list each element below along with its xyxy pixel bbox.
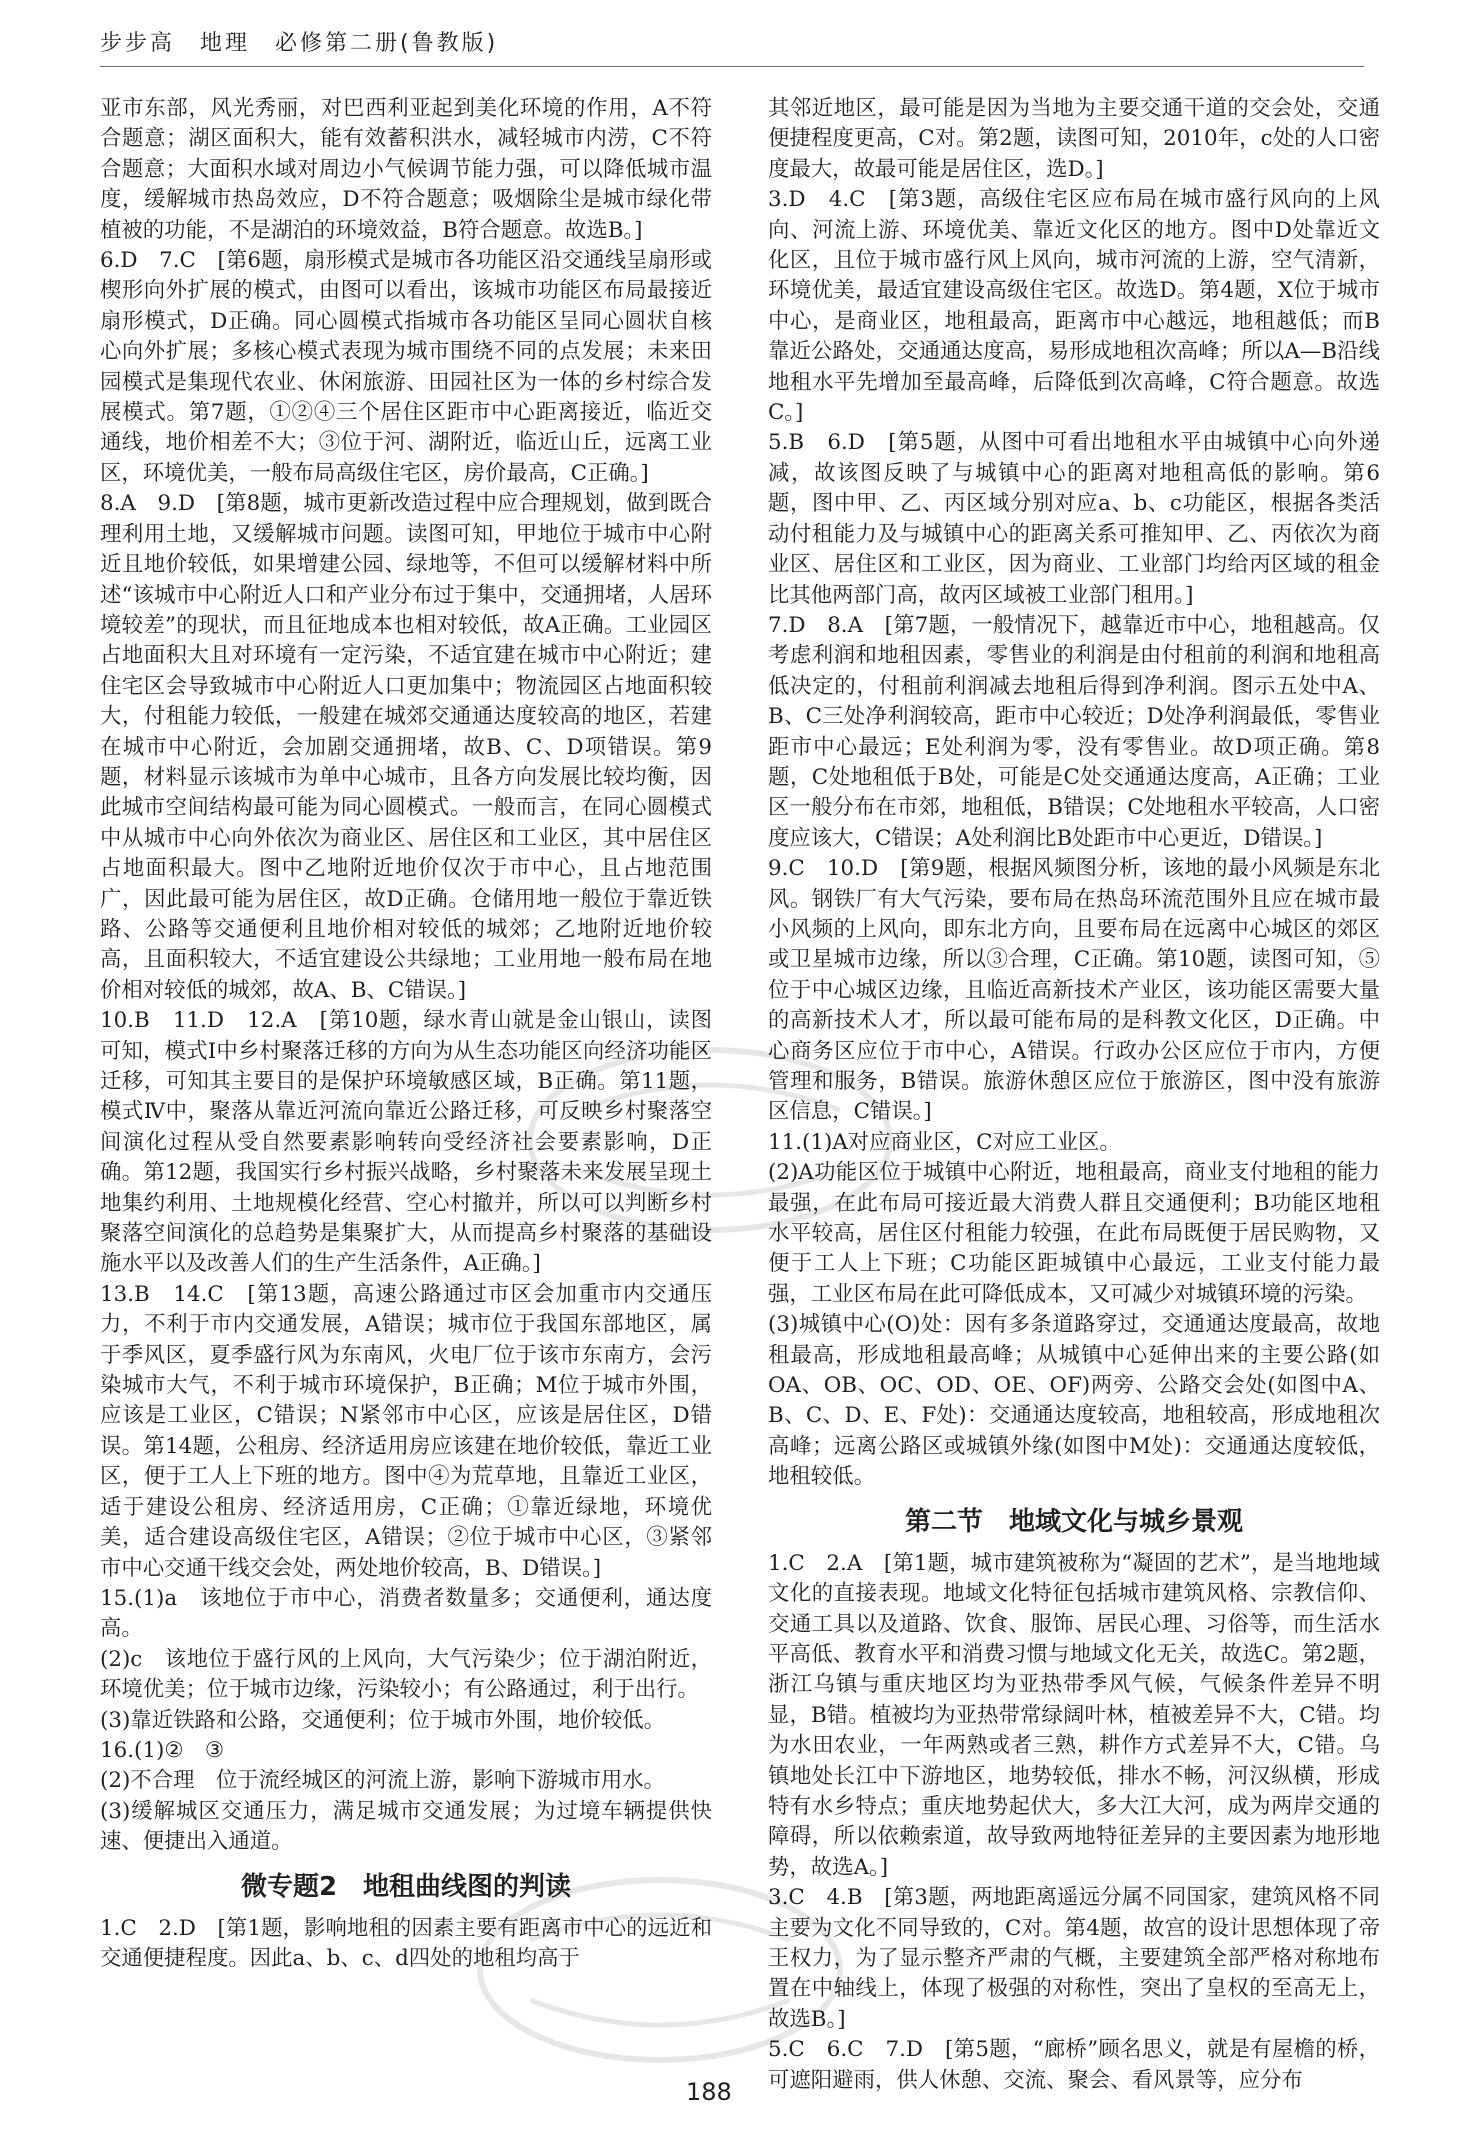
answer-entry: 6.D 7.C [第6题，扇形模式是城市各功能区沿交通线呈扇形或楔形向外扩展的模式，由图可以看出，该城市功能区布局最接近扇形模式，D正确。同心圆模式指城市各功能区呈同心圆状自核心向外扩展；多核心模式表现为城市围绕不同的点发展；未来田园模式是集现代农业、休闲旅游、田园社区为一体的乡村综合发展模式。第7题，①②④三个居住区距市中心距离接近，临近交通线，地价相差不大；③位于河、湖附近，临近山丘，远离工业区，环境优美，一般布局高级住宅区，房价最高，C正确。] (100, 248, 712, 486)
section-title: 微专题2 地租曲线图的判读 (240, 1871, 572, 1902)
section-title: 第二节 地域文化与城乡景观 (904, 1506, 1243, 1537)
answer-entry: 5.B 6.D [第5题，从图中可看出地租水平由城镇中心向外递减，故该图反映了与城镇中心的距离对地租高低的影响。第6题，图中甲、乙、丙区域分别对应a、b、c功能区，根据各类活动付租能力及与城镇中心的距离关系可推知甲、乙、丙依次为商业区、居住区和工业区，因为商业、工业部门均给丙区域的租金比其他两部门高，故丙区域被工业部门租用。] (768, 430, 1380, 608)
answer-entry: 15.(1)a 该地位于市中心，消费者数量多；交通便利，通达度高。 (100, 1585, 712, 1642)
right-column (768, 94, 1380, 2096)
answer-entry: (3)缓解城区交通压力，满足城市交通发展；为过境车辆提供快速、便捷出入通道。 (100, 1798, 712, 1855)
header-rule (100, 66, 1364, 67)
answer-entry: 11.(1)A对应商业区，C对应工业区。 (768, 1129, 1121, 1155)
answer-entry: (2)A功能区位于城镇中心附近，地租最高，商业支付地租的能力最强，在此布局可接近最大消费人群且交通便利；B功能区地租水平较高，居住区付租能力较强，在此布局既便于居民购物，又便于工人上下班；C功能区距城镇中心最远，工业支付能力最强，工业区布局在此可降低成本，又可减少对城镇环境的污染。 (768, 1160, 1380, 1307)
answer-entry: 8.A 9.D [第8题，城市更新改造过程中应合理规划，做到既合理利用土地，又缓解城市问题。读图可知，甲地位于城市中心附近且地价较低，如果增建公园、绿地等，不但可以缓解材料中所述“该城市中心附近人口和产业分布过于集中，交通拥堵，人居环境较差”的现状，而且征地成本也相对较低，故A正确。工业园区占地面积大且对环境有一定污染，不适宜建在城市中心附近；建住宅区会导致城市中心附近人口更加集中；物流园区占地面积较大，付租能力较低，一般建在城郊交通通达度较高的地区，若建在城市中心附近，会加剧交通拥堵，故B、C、D项错误。第9题，材料显示该城市为单中心城市，且各方向发展比较均衡，因此城市空间结构最可能为同心圆模式。一般而言，在同心圆模式中从城市中心向外依次为商业区、居住区和工业区，其中居住区占地面积最大。图中乙地附近地价仅次于市中心，且占地范围广，因此最可能为居住区，故D正确。仓储用地一般位于靠近铁路、公路等交通便利且地价相对较低的城郊；乙地附近地价较高，且面积较大，不适宜建设公共绿地；工业用地一般布局在地价相对较低的城郊，故A、B、C错误。] (100, 491, 712, 1003)
answer-entry: 9.C 10.D [第9题，根据风频图分析，该地的最小风频是东北风。钢铁厂有大气污染，要布局在热岛环流范围外且应在城市最小风频的上风向，即东北方向，且要布局在远离中心城区的郊区或卫星城市边缘，所以③合理，C正确。第10题，读图可知，⑤位于中心城区边缘，且临近高新技术产业区，该功能区需要大量的高新技术人才，所以最可能布局的是科教文化区，D正确。中心商务区应位于市中心，A错误。行政办公区应位于市内，方便管理和服务，B错误。旅游休憩区应位于旅游区，图中没有旅游区信息，C错误。] (768, 856, 1380, 1125)
answer-entry: 16.(1)② ③ (100, 1737, 225, 1763)
answer-entry: 10.B 11.D 12.A [第10题，绿水青山就是金山银山，读图可知，模式Ⅰ中乡村聚落迁移的方向为从生态功能区向经济功能区迁移，可知其主要目的是保护环境敏感区域，B正确。第11题，模式Ⅳ中，聚落从靠近河流向靠近公路迁移，可反映乡村聚落空间演化过程从受自然要素影响转向受经济社会要素影响，D正确。第12题，我国实行乡村振兴战略，乡村聚落未来发展呈现土地集约利用、土地规模化经营、空心村撤并，所以可以判断乡村聚落空间演化的总趋势是集聚扩大，从而提高乡村聚落的基础设施水平以及改善人们的生产生活条件，A正确。] (100, 1008, 712, 1277)
answer-entry: 5.C 6.C 7.D [第5题，“廊桥”顾名思义，就是有屋檐的桥，可遮阳避雨，供人休憩、交流、聚会、看风景等，应分布 (768, 2037, 1380, 2093)
answer-entry: (2)不合理 位于流经城区的河流上游，影响下游城市用水。 (100, 1768, 666, 1794)
answer-entry: (3)靠近铁路和公路，交通便利；位于城市外围，地价较低。 (100, 1707, 666, 1733)
answer-entry: 3.C 4.B [第3题，两地距离遥远分属不同国家，建筑风格不同主要为文化不同导致的，C对。第4题，故宫的设计思想体现了帝王权力，为了显示整齐严肃的气概，主要建筑全部严格对称地布置在中轴线上，体现了极强的对称性，突出了皇权的至高无上，故选B。] (768, 1885, 1380, 2032)
page-number: 188 (686, 2078, 732, 2106)
running-header: 步步高 地理 必修第二册(鲁教版) (100, 31, 499, 56)
answer-entry: 3.D 4.C [第3题，高级住宅区应布局在城市盛行风向的上风向、河流上游、环境优美、靠近文化区的地方。图中D处靠近文化区，且位于城市盛行风上风向，城市河流的上游，空气清新，环境优美，最适宜建设高级住宅区。故选D。第4题，X位于城市中心，是商业区，地租最高，距离市中心越远，地租越低；而B靠近公路处，交通通达度高，易形成地租次高峰；所以A—B沿线地租水平先增加至最高峰，后降低到次高峰，C符合题意。故选C。] (768, 187, 1380, 426)
left-column (100, 94, 712, 1974)
answer-entry: (3)城镇中心(O)处：因有多条道路穿过，交通通达度最高，故地租最高，形成地租最高峰；从城镇中心延伸出来的主要公路(如OA、OB、OC、OD、OE、OF)两旁、公路交会处(如图中A、B、C、D、E、F处)：交通通达度较高，地租较高，形成地租次高峰；远离公路区或城镇外缘(如图中M处)：交通通达度较低，地租较低。 (768, 1312, 1380, 1490)
answer-entry: 其邻近地区，最可能是因为当地为主要交通干道的交会处，交通便捷程度更高，C对。第2题，读图可知，2010年，c处的人口密度最大，故最可能是居住区，选D。] (768, 96, 1380, 182)
answer-entry: 1.C 2.D [第1题，影响地租的因素主要有距离市中心的远近和交通便捷程度。因此a、b、c、d四处的地租均高于 (100, 1915, 712, 1971)
answer-entry: 1.C 2.A [第1题，城市建筑被称为“凝固的艺术”，是当地地域文化的直接表现。地域文化特征包括城市建筑风格、宗教信仰、交通工具以及道路、饮食、服饰、居民心理、习俗等，而生活水平高低、教育水平和消费习惯与地域文化无关，故选C。第2题，浙江乌镇与重庆地区均为亚热带季风气候，气候条件差异不明显，B错。植被均为亚热带常绿阔叶林，植被差异不大，C错。均为水田农业，一年两熟或者三熟，耕作方式差异不大，C错。乌镇地处长江中下游地区，地势较低，排水不畅，河汉纵横，形成特有水乡特点；重庆地势起伏大，多大江大河，成为两岸交通的障碍，所以依赖索道，故导致两地特征差异的主要因素为地形地势，故选A。] (768, 1550, 1380, 1880)
answer-entry: (2)c 该地位于盛行风的上风向，大气污染少；位于湖泊附近，环境优美；位于城市边缘，污染较小；有公路通过，利于出行。 (100, 1646, 712, 1703)
answer-entry: 7.D 8.A [第7题，一般情况下，越靠近市中心，地租越高。仅考虑利润和地租因素，零售业的利润是由付租前的利润和地租高低决定的，付租前利润减去地租后得到净利润。图示五处中A、B、C三处净利润较高，距市中心较近；D处净利润最低，零售业距市中心最远；E处利润为零，没有零售业。故D项正确。第8题，C处地租低于B处，可能是C处交通通达度高，A正确；工业区一般分布在市郊，地租低，B错误；C处地租水平较高，人口密度应该大，C错误；A处利润比B处距市中心更近，D错误。] (768, 612, 1380, 851)
answer-entry: 13.B 14.C [第13题，高速公路通过市区会加重市内交通压力，不利于市内交通发展，A错误；城市位于我国东部地区，属于季风区，夏季盛行风为东南风，火电厂位于该市东南方，会污染城市大气，不利于城市环境保护，B正确；M位于城市外围，应该是工业区，C错误；N紧邻市中心区，应该是居住区，D错误。第14题，公租房、经济适用房应该建在地价较低，靠近工业区，便于工人上下班的地方。图中④为荒草地，且靠近工业区，适于建设公租房、经济适用房，C正确；①靠近绿地，环境优美，适合建设高级住宅区，A错误；②位于城市中心区，③紧邻市中心交通干线交会处，两处地价较高，B、D错误。] (100, 1281, 712, 1581)
answer-entry: 亚市东部，风光秀丽，对巴西利亚起到美化环境的作用，A不符合题意；湖区面积大，能有效蓄积洪水，减轻城市内涝，C不符合题意；大面积水域对周边小气候调节能力强，可以降低城市温度，缓解城市热岛效应，D不符合题意；吸烟除尘是城市绿化带植被的功能，不是湖泊的环境效益，B符合题意。故选B。] (100, 96, 712, 243)
